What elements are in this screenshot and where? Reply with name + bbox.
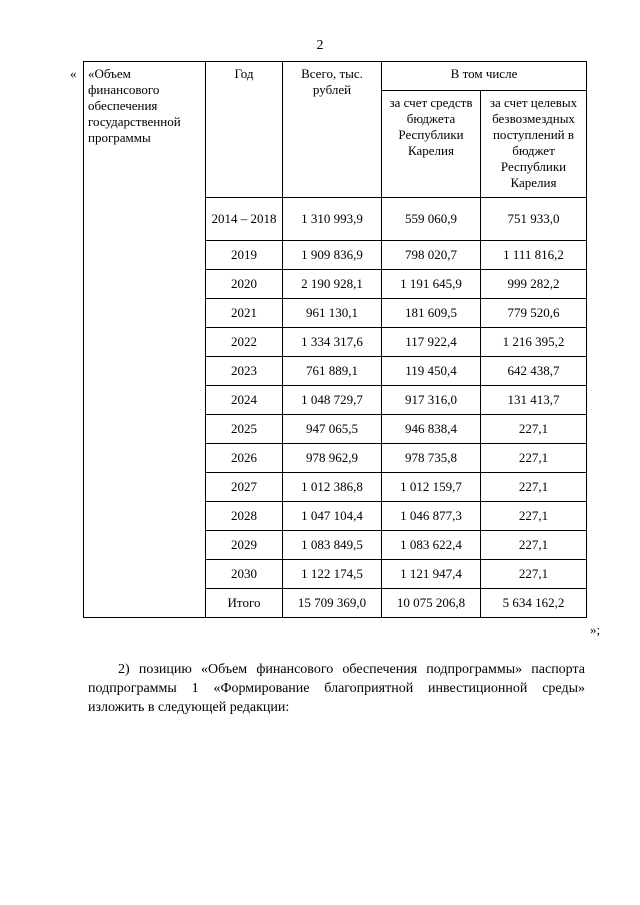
targeted-header: за счет целевых безвозмездных поступлений в бюджет Республики Карелия [481,91,587,198]
targeted-cell: 227,1 [481,473,587,502]
total-cell: 978 962,9 [283,444,382,473]
total-cell: 1 048 729,7 [283,386,382,415]
year-cell: 2028 [206,502,283,531]
total-cell: 2 190 928,1 [283,270,382,299]
budget-header: за счет средств бюджета Республики Карелия [382,91,481,198]
budget-cell: 1 012 159,7 [382,473,481,502]
targeted-cell: 1 111 816,2 [481,241,587,270]
targeted-cell: 779 520,6 [481,299,587,328]
year-cell: 2025 [206,415,283,444]
targeted-cell: 131 413,7 [481,386,587,415]
targeted-cell: 227,1 [481,444,587,473]
closing-quote: »; [590,622,601,637]
financing-table [83,61,587,618]
budget-cell: 559 060,9 [382,198,481,241]
total-cell: 1 122 174,5 [283,560,382,589]
header-row-1 [84,62,587,91]
amendment-paragraph: 2) позицию «Объем финансового обеспечения подпрограммы» паспорта подпрограммы 1 «Формирование благоприятной инвестиционной среды» изложить в следующей редакции: [88,662,585,715]
year-cell: 2029 [206,531,283,560]
budget-cell: 1 083 622,4 [382,531,481,560]
targeted-cell: 5 634 162,2 [481,589,587,618]
targeted-cell: 227,1 [481,415,587,444]
financing-table-body [84,62,587,618]
year-cell: 2019 [206,241,283,270]
total-cell: 15 709 369,0 [283,589,382,618]
total-cell: 761 889,1 [283,357,382,386]
budget-cell: 119 450,4 [382,357,481,386]
targeted-cell: 227,1 [481,560,587,589]
targeted-cell: 1 216 395,2 [481,328,587,357]
year-cell: 2027 [206,473,283,502]
total-header: Всего, тыс. рублей [283,62,382,198]
total-cell: 1 083 849,5 [283,531,382,560]
year-cell: 2020 [206,270,283,299]
total-cell: 1 310 993,9 [283,198,382,241]
year-cell: 2030 [206,560,283,589]
opening-quote: « [70,66,77,81]
year-header: Год [206,62,283,198]
total-cell: 1 334 317,6 [283,328,382,357]
targeted-cell: 999 282,2 [481,270,587,299]
page-number: 2 [316,38,324,53]
budget-cell: 10 075 206,8 [382,589,481,618]
budget-cell: 917 316,0 [382,386,481,415]
budget-cell: 1 121 947,4 [382,560,481,589]
budget-cell: 181 609,5 [382,299,481,328]
program-label-cell [84,62,206,618]
year-cell: 2026 [206,444,283,473]
targeted-cell: 227,1 [481,502,587,531]
year-cell: 2021 [206,299,283,328]
targeted-cell: 227,1 [481,531,587,560]
budget-cell: 1 191 645,9 [382,270,481,299]
year-cell: 2022 [206,328,283,357]
program-label: «Объем финансового обеспечения государственной программы [88,66,181,145]
including-header: В том числе [382,62,587,91]
budget-cell: 117 922,4 [382,328,481,357]
budget-cell: 1 046 877,3 [382,502,481,531]
total-cell: 1 047 104,4 [283,502,382,531]
year-cell: 2014 – 2018 [206,198,283,241]
targeted-cell: 751 933,0 [481,198,587,241]
total-label-cell: Итого [206,589,283,618]
budget-cell: 946 838,4 [382,415,481,444]
year-cell: 2023 [206,357,283,386]
budget-cell: 798 020,7 [382,241,481,270]
budget-cell: 978 735,8 [382,444,481,473]
total-cell: 1 909 836,9 [283,241,382,270]
total-cell: 1 012 386,8 [283,473,382,502]
total-cell: 947 065,5 [283,415,382,444]
total-cell: 961 130,1 [283,299,382,328]
year-cell: 2024 [206,386,283,415]
targeted-cell: 642 438,7 [481,357,587,386]
